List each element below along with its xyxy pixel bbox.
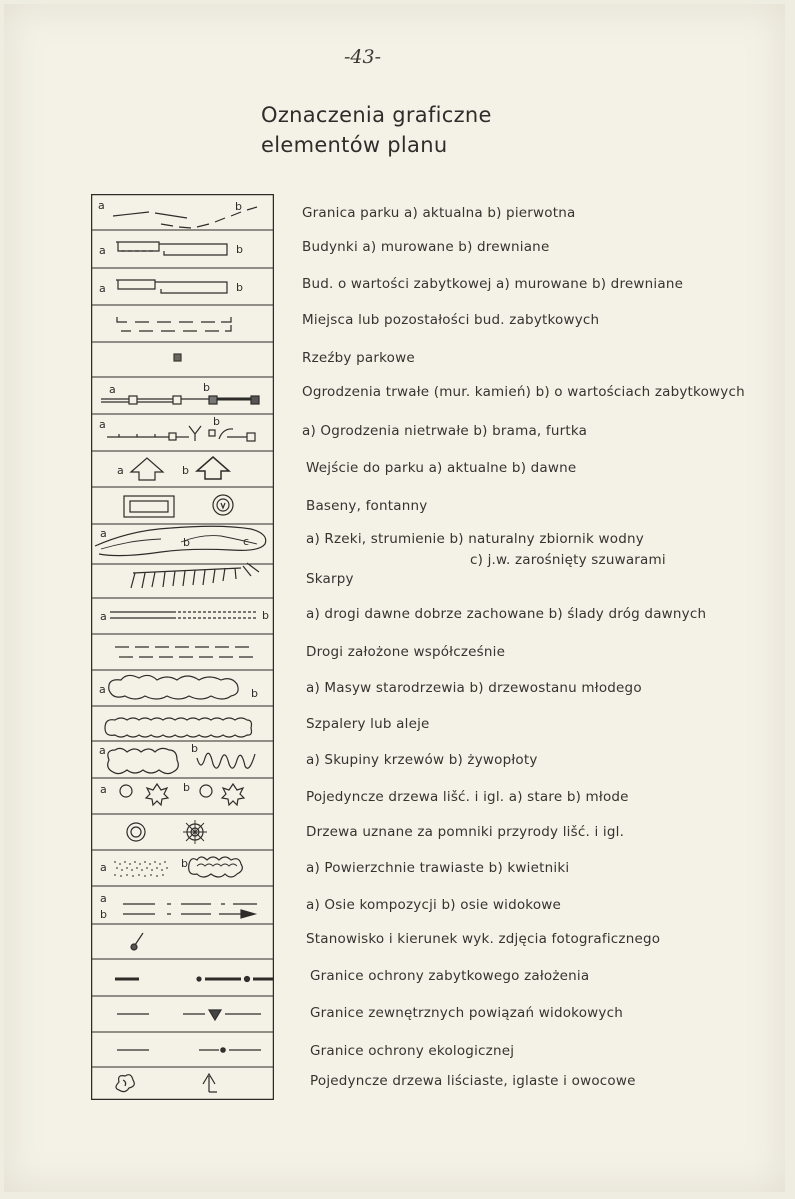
legend-item-12: a) drogi dawne dobrze zachowane b) ślady dróg dawnych [306,606,707,622]
svg-text:a: a [100,610,107,623]
symbol-letter-a: a [98,199,105,212]
page-number: -43- [344,46,382,68]
legend-item-14: a) Masyw starodrzewia b) drzewostanu młodego [306,680,642,696]
svg-text:b: b [191,742,198,755]
legend-item-2: Budynki a) murowane b) drewniane [302,239,550,255]
legend-item-11: Skarpy [306,571,354,587]
legend-item-15: Szpalery lub aleje [306,716,430,732]
svg-text:b: b [236,243,243,256]
legend-item-10c: c) j.w. zarośnięty szuwarami [470,552,666,568]
svg-text:b: b [203,381,210,394]
svg-text:b: b [182,464,189,477]
svg-text:a: a [100,892,107,905]
svg-text:b: b [236,281,243,294]
title-line-2: elementów planu [261,133,448,157]
svg-text:a: a [100,861,107,874]
svg-text:a: a [100,527,107,540]
legend-item-1: Granica parku a) aktualna b) pierwotna [302,205,576,221]
legend-item-19: a) Powierzchnie trawiaste b) kwietniki [306,860,570,876]
legend-item-9: Baseny, fontanny [306,498,428,514]
svg-text:a: a [99,244,106,257]
legend-item-8: Wejście do parku a) aktualne b) dawne [306,460,577,476]
legend-item-21: Stanowisko i kierunek wyk. zdjęcia fotograficznego [306,931,661,947]
svg-text:a: a [99,418,106,431]
legend-item-5: Rzeźby parkowe [302,350,415,366]
svg-text:b: b [213,415,220,428]
svg-text:a: a [99,744,106,757]
svg-text:b: b [183,781,190,794]
legend-item-17: Pojedyncze drzewa lišć. i igl. a) stare b) młode [306,789,629,805]
legend-item-10: a) Rzeki, strumienie b) naturalny zbiornik wodny [306,531,644,547]
svg-text:a: a [109,383,116,396]
svg-text:b: b [100,908,107,921]
svg-text:a: a [100,783,107,796]
legend-item-7: a) Ogrodzenia nietrwałe b) brama, furtka [302,423,588,439]
svg-text:b: b [262,609,269,622]
legend-item-4: Miejsca lub pozostałości bud. zabytkowych [302,312,600,328]
svg-text:b: b [183,536,190,549]
legend-item-13: Drogi założone współcześnie [306,644,506,660]
svg-text:a: a [99,683,106,696]
legend-item-6: Ogrodzenia trwałe (mur. kamień) b) o wartościach zabytkowych [302,384,745,400]
legend-item-24: Granice ochrony ekologicznej [310,1043,515,1059]
legend-item-25: Pojedyncze drzewa liściaste, iglaste i owocowe [310,1073,636,1089]
legend-item-23: Granice zewnętrznych powiązań widokowych [310,1005,623,1021]
svg-text:a: a [99,282,106,295]
svg-text:a: a [117,464,124,477]
legend-item-18: Drzewa uznane za pomniki przyrody lišć. i igl. [306,824,625,840]
title-line-1: Oznaczenia graficzne [261,103,492,127]
legend-item-20: a) Osie kompozycji b) osie widokowe [306,897,562,913]
symbol-letter-b: b [235,200,242,213]
legend-item-16: a) Skupiny krzewów b) żywopłoty [306,752,538,768]
legend-item-3: Bud. o wartości zabytkowej a) murowane b) drewniane [302,276,684,292]
svg-text:b: b [181,857,188,870]
svg-text:c: c [243,535,250,548]
svg-text:b: b [251,687,258,700]
legend-item-22: Granice ochrony zabytkowego założenia [310,968,590,984]
